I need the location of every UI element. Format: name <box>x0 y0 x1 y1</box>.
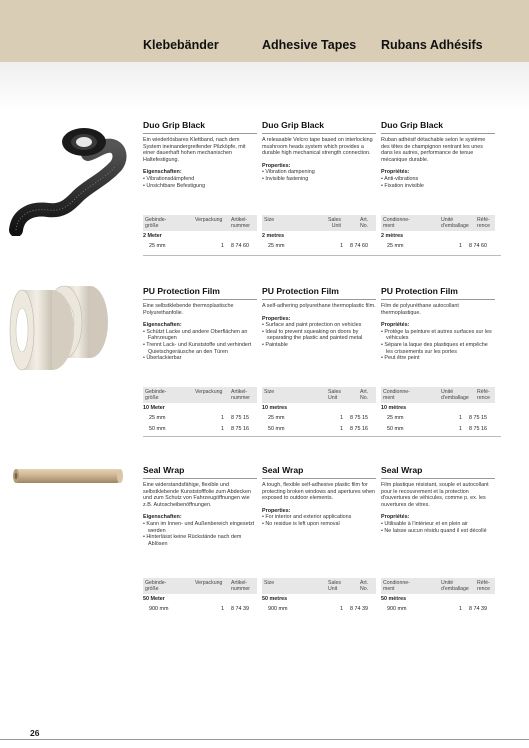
product-description: Eine widerstandsfähige, flexible und selbstklebende Kunststofffolie zum Abdecken und zum Schutz von Fahrzeugöffnungen wie z.B. Autoscheibenöffnungen. <box>143 482 251 508</box>
property-item: • Invisible fastening <box>262 175 309 182</box>
product-title: PU Protection Film <box>143 286 220 296</box>
table-row: 50 mm 1 8 75 16 <box>149 426 249 432</box>
table-header: Gebinde- größe Verpackung Artikel- nummer <box>143 387 257 403</box>
product-2-en <box>262 286 376 349</box>
table-row: 25 mm 1 8 75 15 <box>268 415 368 421</box>
product-description: A releasable Velcro tape based on interlocking mushroom heads system which provides a durable high mechanical strength connection. <box>262 137 373 157</box>
table-header: Size Sales Unit Art. No. <box>262 215 376 231</box>
product-description: Eine selbstklebende thermoplastische Polyurethanfolie. <box>143 303 234 316</box>
table-row: 25 mm 1 8 74 60 <box>268 243 368 249</box>
product-1-en <box>262 120 376 183</box>
table-body: 10 Meter 25 mm 1 8 75 15 50 mm 1 8 75 16 <box>143 405 257 435</box>
table-body: 50 mètres 900 mm 1 8 74 39 <box>381 596 495 615</box>
product-description: Ein wiederlösbares Klettband, nach dem System ineinandergreifender Pilzköpfe, mit einer dauerhaft hohen mechanischen Haltefestigung. <box>143 137 246 163</box>
properties-heading: Eigenschaften: <box>143 169 182 176</box>
title-english: Adhesive Tapes <box>262 38 357 52</box>
product-description: A self-adhering polyurethane thermoplastic film. <box>262 303 376 309</box>
product-2-fr <box>381 286 495 362</box>
property-item: • Anti-vibrations <box>381 175 419 182</box>
product-title: Duo Grip Black <box>143 120 206 130</box>
property-item: • Ideal to prevent squeaking on doors by separating the plastic and painted metal <box>262 328 363 342</box>
property-item: • Unsichtbare Befestigung <box>143 182 206 189</box>
header-band <box>0 0 529 62</box>
product-3-en <box>262 465 376 528</box>
table-row: 50 mm 1 8 75 16 <box>268 426 368 432</box>
properties-heading: Propriétés: <box>381 322 410 329</box>
table-header: Size Sales Unit Art. No. <box>262 578 376 594</box>
property-item: • Vibrationsdämpfend <box>143 175 195 182</box>
property-item: • Paintable <box>262 341 288 348</box>
property-item: • Sépare la laque des plastiques et empêche les crissements sur les portes <box>381 341 488 355</box>
product-3-fr <box>381 465 495 534</box>
product-title: Seal Wrap <box>262 465 304 475</box>
table-body: 10 metres 25 mm 1 8 75 15 50 mm 1 8 75 16 <box>262 405 376 435</box>
product-1-fr <box>381 120 495 189</box>
property-item: • Utilisable à l'intérieur et en plein air <box>381 520 468 527</box>
top-gradient-band <box>0 62 529 110</box>
product-3-de <box>143 465 257 547</box>
product-description: Film plastique résistant, souple et autocollant pour le recouvrement et la protection d'ouvertures de véhicules, comme p. ex. les ouvertures de vitres. <box>381 482 489 508</box>
property-item: • Schützt Lacke und andere Oberflächen an Fahrzeugen <box>143 328 248 342</box>
table-body: 2 metres 25 mm 1 8 74 60 <box>262 233 376 252</box>
property-item: • Surface and paint protection on vehicles <box>262 322 362 329</box>
product-description: Film de polyuréthane autocollant thermoplastique. <box>381 303 459 316</box>
product-title: Seal Wrap <box>143 465 185 475</box>
property-item: • For interior and exterior applications <box>262 514 352 521</box>
table-body: 2 mètres 25 mm 1 8 74 60 <box>381 233 495 252</box>
table-header: Condionne- ment Unité d'emballage Réfé- rence <box>381 215 495 231</box>
duo-grip-black-image <box>8 118 128 236</box>
property-item: • Ne laisse aucun résidu quand il est décollé <box>381 527 487 534</box>
section-divider <box>143 436 501 437</box>
properties-heading: Eigenschaften: <box>143 322 182 329</box>
property-item: • Hinterlässt keine Rückstände nach dem Ablösen <box>143 534 242 547</box>
table-row: 900 mm 1 8 74 39 <box>268 606 368 612</box>
property-item: • Kann im Innen- und Außenbereich eingesetzt werden <box>143 520 255 534</box>
product-2-de <box>143 286 257 362</box>
table-header: Gebinde- größe Verpackung Artikel- nummer <box>143 578 257 594</box>
section-divider <box>143 255 501 256</box>
properties-heading: Properties: <box>262 507 291 514</box>
properties-heading: Eigenschaften: <box>143 514 182 521</box>
product-title: Duo Grip Black <box>381 120 444 130</box>
table-body: 2 Meter 25 mm 1 8 74 60 <box>143 233 257 252</box>
product-title: PU Protection Film <box>381 286 458 296</box>
table-body: 10 mètres 25 mm 1 8 75 15 50 mm 1 8 75 16 <box>381 405 495 435</box>
product-title: Duo Grip Black <box>262 120 325 130</box>
table-row: 900 mm 1 8 74 39 <box>387 606 487 612</box>
property-item: • Peut être peint <box>381 355 420 362</box>
table-header: Gebinde- größe Verpackung Artikel- nummer <box>143 215 257 231</box>
title-german: Klebebänder <box>143 38 219 52</box>
title-french: Rubans Adhésifs <box>381 38 483 52</box>
property-item: • Trennt Lack- und Kunststoffe und verhindert Quietschgeräusche an den Türen <box>143 341 252 355</box>
property-item: • Protège la peinture et autres surfaces sur les véhicules <box>381 328 492 342</box>
product-description: Ruban adhésif détachable selon le système des têtes de champignon rentrant les unes dans les autres, performance de tenue mécanique durable. <box>381 137 486 163</box>
table-header: Condionne- ment Unité d'emballage Réfé- rence <box>381 578 495 594</box>
properties-heading: Properties: <box>262 162 291 169</box>
property-item: • Überlackierbar <box>143 355 182 362</box>
properties-heading: Propriétés: <box>381 514 410 521</box>
table-row: 25 mm 1 8 74 60 <box>149 243 249 249</box>
property-item: • Vibration dampening <box>262 169 315 176</box>
table-row: 25 mm 1 8 75 15 <box>387 415 487 421</box>
table-row: 900 mm 1 8 74 39 <box>149 606 249 612</box>
product-1-de <box>143 120 257 189</box>
table-body: 50 Meter 900 mm 1 8 74 39 <box>143 596 257 615</box>
properties-heading: Propriétés: <box>381 169 410 176</box>
page-number: 26 <box>30 728 40 738</box>
product-description: A tough, flexible self-adhesive plastic film for protecting broken windows and apertures when exposed to outdoor elements. <box>262 482 375 502</box>
product-title: PU Protection Film <box>262 286 339 296</box>
table-header: Condionne- ment Unité d'emballage Réfé- rence <box>381 387 495 403</box>
table-row: 25 mm 1 8 75 15 <box>149 415 249 421</box>
property-item: • No residue is left upon removal <box>262 520 340 527</box>
product-title: Seal Wrap <box>381 465 423 475</box>
table-row: 50 mm 1 8 75 16 <box>387 426 487 432</box>
property-item: • Fixation invisible <box>381 182 424 189</box>
footer-rule <box>0 739 529 740</box>
pu-protection-film-image <box>8 268 128 378</box>
table-body: 50 metres 900 mm 1 8 74 39 <box>262 596 376 615</box>
properties-heading: Properties: <box>262 315 291 322</box>
table-row: 25 mm 1 8 74 60 <box>387 243 487 249</box>
table-header: Size Sales Unit Art. No. <box>262 387 376 403</box>
seal-wrap-image <box>8 460 128 490</box>
